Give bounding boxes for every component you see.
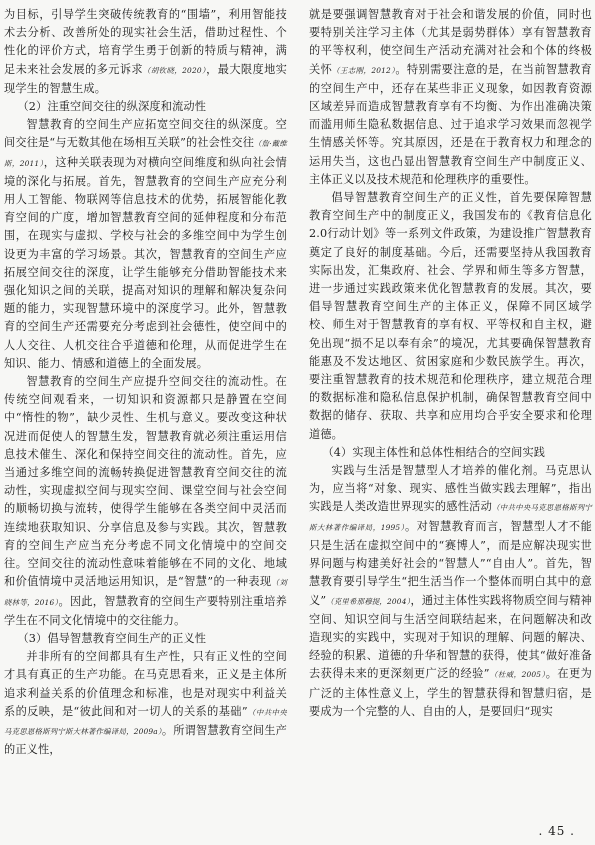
- paragraph: 实践与生活是智慧型人才培养的催化剂。马克思认为，应当将“对象、现实、感性当做实践去理解”，指出实践是人类改造世界现实的感性活动（中共中央马克思恩格斯列宁斯大林著作编译局，1995）。对智慧教育而言，智慧型人才不能只是生活在虚拟空间中的“赛博人”，而是应解决现实世界问题与构建美好社会的“智慧人”“自由人”。首先，智慧教育要引导学生“把生活当作一个整体而明白其中的意义”（克里希那穆提，2004），通过主体性实践将物质空间与精神空间、知识空间与生活空间联结起来，在问题解决和改造现实的实践中，实现对于知识的理解、问题的解决、经验的积累、道德的升华和智慧的获得，使其“做好准备去获得未来的更深刻更广泛的经验”（杜威，2005）。在更为广泛的主体性意义上，学生的智慧获得和智慧归宿，是要成为一个完整的人、自由的人，是要回归“现实: [309, 464, 592, 718]
- paragraph: 就是要强调智慧教育对于社会和谐发展的价值，同时也要特别关注学习主体（尤其是弱势群体）享有智慧教育的平等权利，使空间生产活动充满对社会和个体的终极关怀（王志刚，2012）。特别需要注意的是，在当前智慧教育的空间生产中，还存在某些非正义现象，如因教育资源区域差异而造成智慧教育享有不均衡、为作出准确决策而滥用师生隐私数据信息、过于追求学习效果而忽视学生情感关怀等。究其原因，还是在于教育权力和理念的运用失当，这也凸显出智慧教育空间生产中制度正义、主体正义以及技术规范和伦理秩序的重要性。: [309, 8, 592, 186]
- left-column: [4, 6, 287, 759]
- citation: （中共中央马克思恩格斯列宁斯大林著作编译局，2009a）: [4, 707, 287, 736]
- citation: （中共中央马克思恩格斯列宁斯大林著作编译局，1995）: [309, 503, 592, 532]
- citation: （王志刚，2012）: [332, 65, 396, 75]
- section-heading: （4）实现主体性和总体性相结合的空间实践: [322, 445, 546, 459]
- citation: （胡钦晓，2020）: [142, 65, 207, 75]
- page-number: . 45 .: [538, 824, 575, 838]
- citation: （克里希那穆提，2004）: [326, 596, 411, 606]
- section-heading: （3）倡导智慧教育空间生产的正义性: [17, 631, 207, 645]
- section-heading: （2）注重空间交往的纵深度和流动性: [17, 100, 207, 114]
- citation: （詹·戴维斯，2011）: [4, 139, 287, 168]
- paragraph: 智慧教育的空间生产应拓宽空间交往的纵深度。空间交往是“与无数其他在场相互关联”的社会性交往（詹·戴维斯，2011），这种关联表现为对横向空间维度和纵向社会情境的深化与拓展。首先，智慧教育的空间生产应充分利用人工智能、物联网等信息技术的优势，拓展智能化教育空间的广度，增加智慧教育空间的延伸程度和分布范围，在现实与虚拟、学校与社会的多维空间中为学生创设更为丰富的学习场景。其次，智慧教育的空间生产应拓展空间交往的深度，让学生能够充分借助智能技术来强化知识之间的关联，提高对知识的理解和解决复杂问题的能力，实现智慧环境中的深度学习。此外，智慧教育的空间生产还需要充分考虑到社会德性，使空间中的人人交往、人机交往合乎道德和伦理，从而促进学生在知识、能力、情感和道德上的全面发展。: [4, 118, 287, 370]
- paragraph: 为目标，引导学生突破传统教育的“围墙”，利用智能技术去分析、改善所处的现实社会生活，借助过程性、个性化的评价方式，培育学生勇于创新的特质与精神，满足未来社会发展的多元诉求（胡钦晓，2020），最大限度地实现学生的智慧生成。: [4, 8, 287, 95]
- paragraph: 并非所有的空间都具有生产性，只有正义性的空间才具有真正的生产功能。在马克思看来，正义是主体所追求利益关系的价值理念和标准，也是对现实中利益关系的反映，是“彼此间和对一切人的关系的基础”（中共中央马克思恩格斯列宁斯大林著作编译局，2009a）。所谓智慧教育空间生产的正义性，: [4, 650, 287, 757]
- right-column: [309, 6, 592, 721]
- citation: （杜威，2005）: [489, 670, 546, 680]
- paragraph: 智慧教育的空间生产应提升空间交往的流动性。在传统空间观看来，一切知识和资源都只是静置在空间中“惰性的物”，缺少灵性、生机与意义。要改变这种状况进而促使人的智慧生发，智慧教育就必须注重运用信息技术催生、深化和保持空间交往的流动性。首先，应当通过多维空间的流畅转换促进智慧教育空间交往的流动性，实现虚拟空间与现实空间、课堂空间与社会空间的顺畅切换与流转，使得学生能够在各类空间中灵活而连续地获取知识、分享信息及参与实践。其次，智慧教育的空间生产应当充分考虑不同文化情境中的空间交往。空间交往的流动性意味着能够在不同的文化、地域和价值情境中灵活地运用知识，是“智慧”的一种表现（刘晓林等，2016）。因此，智慧教育的空间生产要特别注重培养学生在不同文化情境中的交往能力。: [4, 375, 287, 627]
- paragraph: 倡导智慧教育空间生产的正义性，首先要保障智慧教育空间生产中的制度正义，我国发布的《教育信息化2.0行动计划》等一系列文件政策，为建设推广智慧教育奠定了良好的制度基础。今后，还需要坚持从我国教育实际出发，汇集政府、社会、学界和师生等多方智慧，进一步通过实践政策来优化智慧教育的发展。其次，要倡导智慧教育空间生产的主体正义，保障不同区域学校、师生对于智慧教育的享有权、平等权和自主权，避免出现“损不足以奉有余”的境况，尤其要确保智慧教育能惠及不发达地区、贫困家庭和少数民族学生。再次，要注重智慧教育的技术规范和伦理秩序，建立规范合理的数据标准和隐私信息保护机制，确保智慧教育空间中数据的储存、获取、共享和应用均合乎安全要求和伦理道德。: [309, 191, 592, 441]
- citation: （刘晓林等，2016）: [4, 578, 287, 607]
